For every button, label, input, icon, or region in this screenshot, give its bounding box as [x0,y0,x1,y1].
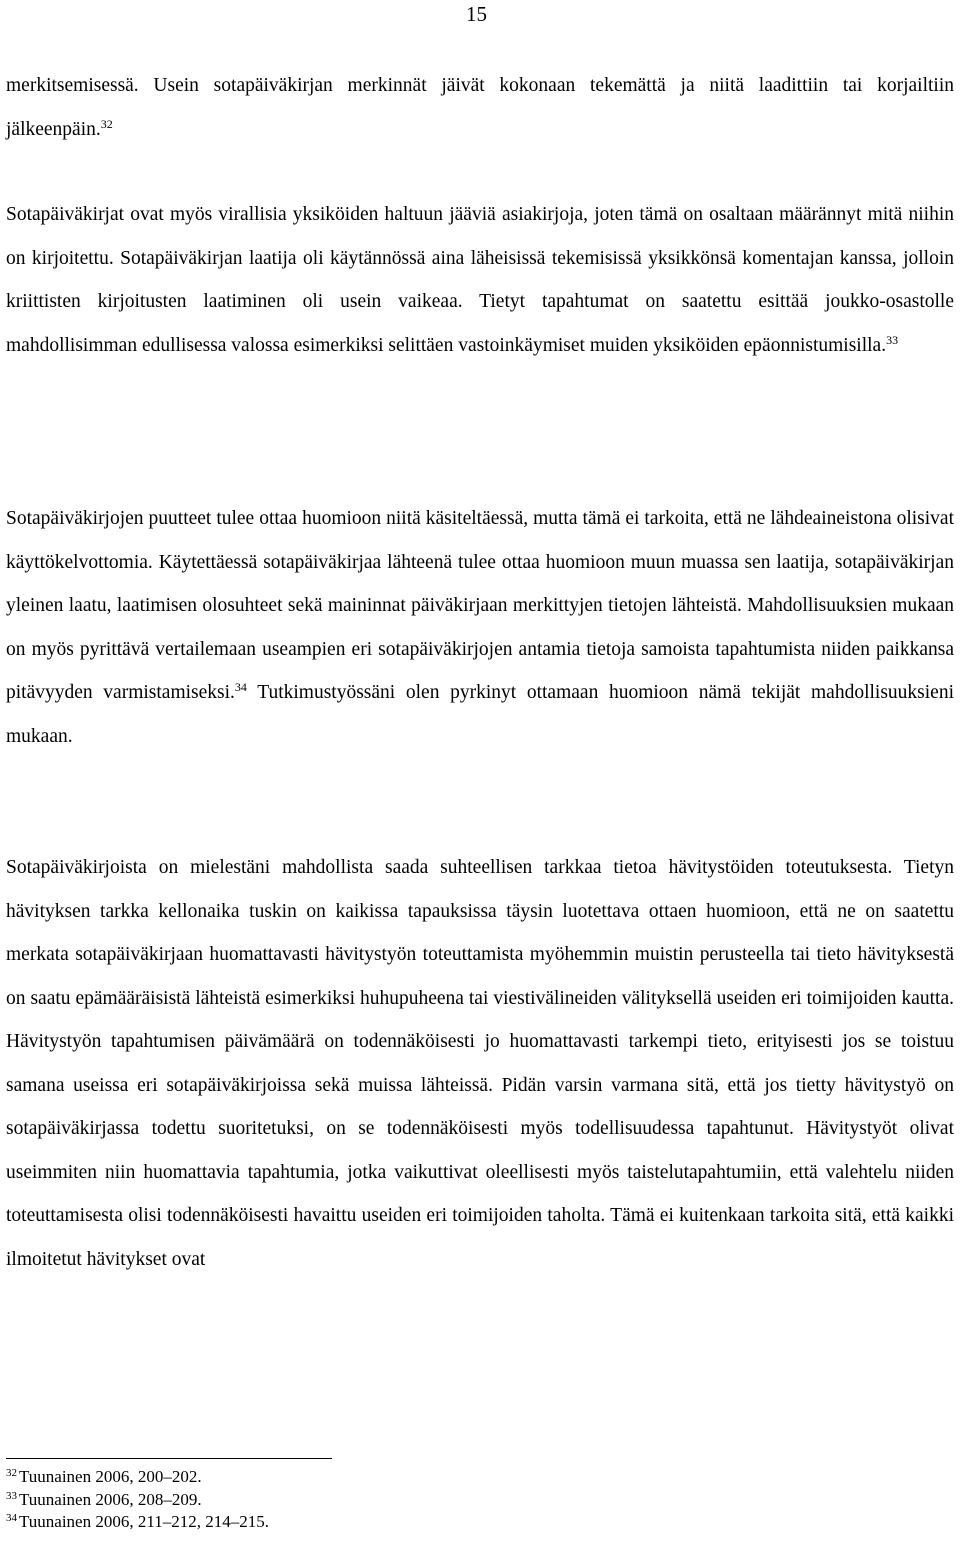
paragraph-1 [6,64,954,151]
paragraph-2 [6,193,954,367]
footnote-text: Tuunainen 2006, 208–209. [19,1489,202,1509]
paragraph-3 [6,497,954,758]
footnote-34 [6,1511,606,1534]
paragraph-4-text: Sotapäiväkirjoista on mielestäni mahdollista saada suhteellisen tarkkaa tietoa hävitystöiden toteutuksesta. Tietyn hävityksen tarkka kellonaika tuskin on kaikissa tapauksissa täysin luotettava ottaen huomioon, että ne on saatettu merkata sotapäiväkirjaan huomattavasti hävitystyön toteuttamista myöhemmin muistin perusteella tai tieto hävityksestä on saatu epämääräisistä lähteistä esimerkiksi huhupuheena tai viestivälineiden välityksellä useiden eri toimijoiden kautta. Hävitystyön tapahtumisen päivämäärä on todennäköisesti jo huomattavasti tarkempi tieto, erityisesti jos se toistuu samana useissa eri sotapäiväkirjoissa sekä muissa lähteissä. Pidän varsin varmana sitä, että jos tietty hävitystyö on sotapäiväkirjassa todettu suoritetuksi, on se todennäköisesti myös todellisuudessa tapahtunut. Hävitystyöt olivat useimmiten niin huomattavia tapahtumia, jotka vaikuttivat oleellisesti myös taistelutapahtumiin, että valehtelu niiden toteuttamisesta olisi todennäköisesti havaittu useiden eri toimijoiden taholta. Tämä ei kuitenkaan tarkoita sitä, että kaikki ilmoitetut hävitykset ovat [6,857,954,1270]
footnote-32 [6,1466,606,1489]
paragraph-3-text-after: Tutkimustyössäni olen pyrkinyt ottamaan huomioon nämä tekijät mahdollisuuksieni mukaan. [6,682,954,747]
paragraph-3-text-before: Sotapäiväkirjojen puutteet tulee ottaa huomioon niitä käsiteltäessä, mutta tämä ei tarkoita, että ne lähdeaineistona olisivat käyttökelvottomia. Käytettäessä sotapäiväkirjaa lähteenä tulee ottaa huomioon muun muassa sen laatija, sotapäiväkirjan yleinen laatu, laatimisen olosuhteet sekä maininnat päiväkirjaan merkittyjen tietojen lähteistä. Mahdollisuuksien mukaan on myös pyrittävä vertailemaan useampien eri sotapäiväkirjojen antamia tietoja samoista tapahtumista niiden paikkansa pitävyyden varmistamiseksi. [6,508,954,703]
page-number: 15 [466,2,487,26]
footnote-number: 34 [6,1512,17,1524]
paragraph-2-text: Sotapäiväkirjat ovat myös virallisia yksiköiden haltuun jääviä asiakirjoja, joten tämä on osaltaan määrännyt mitä niihin on kirjoitettu. Sotapäiväkirjan laatija oli käytännössä aina läheisissä tekemisissä yksikkönsä komentajan kanssa, jolloin kriittisten kirjoitusten laatiminen oli usein vaikeaa. Tietyt tapahtumat on saatettu esittää joukko-osastolle mahdollisimman edullisessa valossa esimerkiksi selittäen vastoinkäymiset muiden yksiköiden epäonnistumisilla. [6,204,954,356]
footnotes [6,1466,606,1534]
footnote-ref-34: 34 [234,680,247,694]
footnote-33 [6,1489,606,1512]
footnote-number: 33 [6,1489,17,1502]
paragraph-1-text: merkitsemisessä. Usein sotapäiväkirjan merkinnät jäivät kokonaan tekemättä ja niitä laadittiin tai korjailtiin jälkeenpäin. [6,75,954,140]
footnote-ref-33: 33 [886,332,899,347]
footnote-number: 32 [6,1467,17,1479]
footnote-text: Tuunainen 2006, 211–212, 214–215. [19,1512,269,1531]
paragraph-4 [6,846,954,1281]
footnote-divider [6,1458,332,1459]
footnote-text: Tuunainen 2006, 200–202. [19,1467,202,1486]
footnote-ref-32: 32 [100,116,113,131]
